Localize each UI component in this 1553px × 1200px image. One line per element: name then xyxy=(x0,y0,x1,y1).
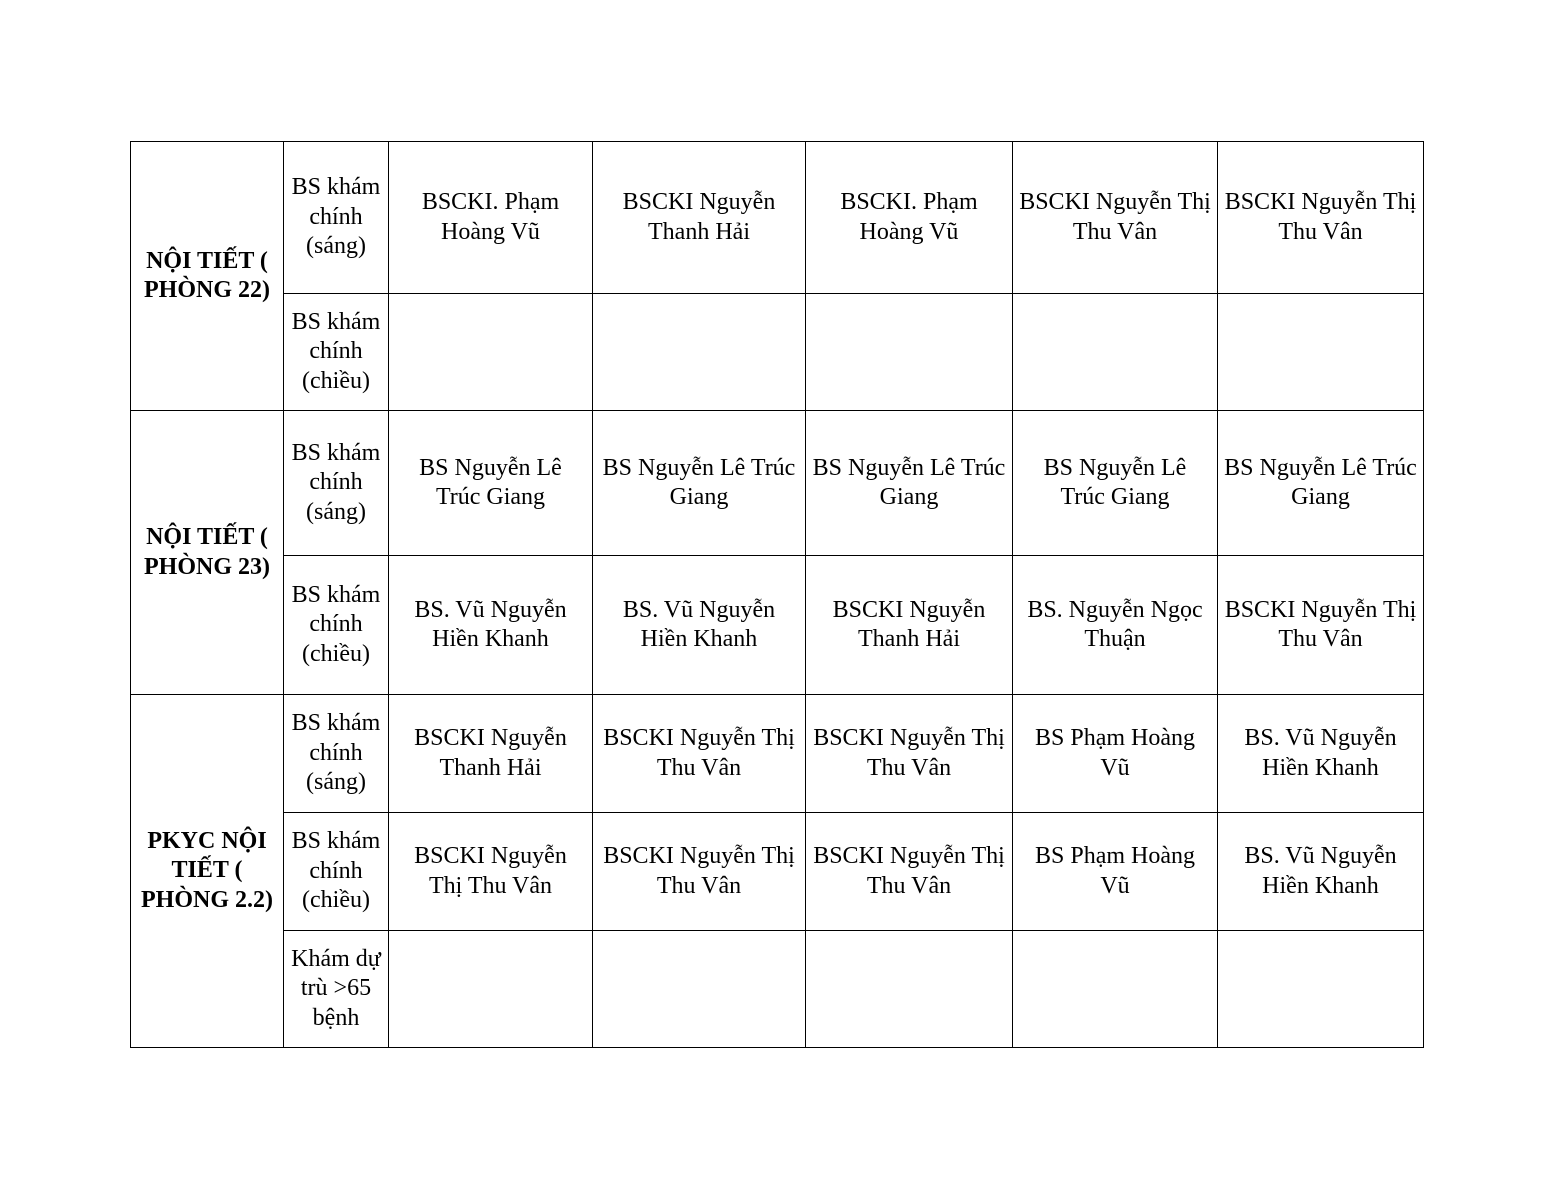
doctor-cell xyxy=(1013,931,1218,1048)
doctor-cell: BSCKI. Phạm Hoàng Vũ xyxy=(806,142,1013,294)
doctor-cell: BSCKI Nguyễn Thị Thu Vân xyxy=(1013,142,1218,294)
shift-cell: BS khám chính (chiều) xyxy=(284,556,389,695)
doctor-cell: BSCKI Nguyễn Thanh Hải xyxy=(593,142,806,294)
table-row xyxy=(131,813,1424,931)
doctor-cell: BSCKI Nguyễn Thị Thu Vân xyxy=(593,813,806,931)
table-row xyxy=(131,556,1424,695)
table-row xyxy=(131,294,1424,411)
doctor-cell xyxy=(593,294,806,411)
doctor-cell: BS Nguyễn Lê Trúc Giang xyxy=(1013,411,1218,556)
room-cell: PKYC NỘI TIẾT ( PHÒNG 2.2) xyxy=(131,695,284,1048)
doctor-cell: BS Nguyễn Lê Trúc Giang xyxy=(593,411,806,556)
doctor-cell: BS Phạm Hoàng Vũ xyxy=(1013,695,1218,813)
doctor-cell: BS. Vũ Nguyễn Hiền Khanh xyxy=(1218,695,1424,813)
shift-cell: BS khám chính (sáng) xyxy=(284,411,389,556)
doctor-cell xyxy=(1013,294,1218,411)
doctor-cell: BS Nguyễn Lê Trúc Giang xyxy=(389,411,593,556)
table-row xyxy=(131,411,1424,556)
doctor-cell xyxy=(1218,931,1424,1048)
room-cell: NỘI TIẾT ( PHÒNG 22) xyxy=(131,142,284,411)
doctor-cell: BSCKI Nguyễn Thị Thu Vân xyxy=(806,695,1013,813)
doctor-cell xyxy=(593,931,806,1048)
doctor-cell xyxy=(806,294,1013,411)
doctor-cell: BSCKI. Phạm Hoàng Vũ xyxy=(389,142,593,294)
shift-cell: BS khám chính (sáng) xyxy=(284,142,389,294)
doctor-cell: BSCKI Nguyễn Thị Thu Vân xyxy=(389,813,593,931)
table-row xyxy=(131,931,1424,1048)
shift-cell: BS khám chính (chiều) xyxy=(284,294,389,411)
doctor-cell: BS. Vũ Nguyễn Hiền Khanh xyxy=(389,556,593,695)
doctor-cell: BS. Vũ Nguyễn Hiền Khanh xyxy=(593,556,806,695)
doctor-cell: BSCKI Nguyễn Thanh Hải xyxy=(806,556,1013,695)
doctor-cell xyxy=(806,931,1013,1048)
doctor-cell: BS Phạm Hoàng Vũ xyxy=(1013,813,1218,931)
table-row xyxy=(131,695,1424,813)
doctor-cell xyxy=(389,931,593,1048)
room-cell: NỘI TIẾT ( PHÒNG 23) xyxy=(131,411,284,695)
shift-cell: BS khám chính (chiều) xyxy=(284,813,389,931)
doctor-cell: BSCKI Nguyễn Thị Thu Vân xyxy=(1218,142,1424,294)
doctor-cell: BS. Nguyễn Ngọc Thuận xyxy=(1013,556,1218,695)
schedule-table xyxy=(130,141,1424,1048)
doctor-cell: BSCKI Nguyễn Thanh Hải xyxy=(389,695,593,813)
doctor-cell: BSCKI Nguyễn Thị Thu Vân xyxy=(806,813,1013,931)
shift-cell: Khám dự trù >65 bệnh xyxy=(284,931,389,1048)
doctor-cell: BS. Vũ Nguyễn Hiền Khanh xyxy=(1218,813,1424,931)
doctor-cell: BSCKI Nguyễn Thị Thu Vân xyxy=(1218,556,1424,695)
table-row xyxy=(131,142,1424,294)
doctor-cell: BSCKI Nguyễn Thị Thu Vân xyxy=(593,695,806,813)
shift-cell: BS khám chính (sáng) xyxy=(284,695,389,813)
doctor-cell xyxy=(389,294,593,411)
doctor-cell: BS Nguyễn Lê Trúc Giang xyxy=(806,411,1013,556)
doctor-cell: BS Nguyễn Lê Trúc Giang xyxy=(1218,411,1424,556)
doctor-cell xyxy=(1218,294,1424,411)
